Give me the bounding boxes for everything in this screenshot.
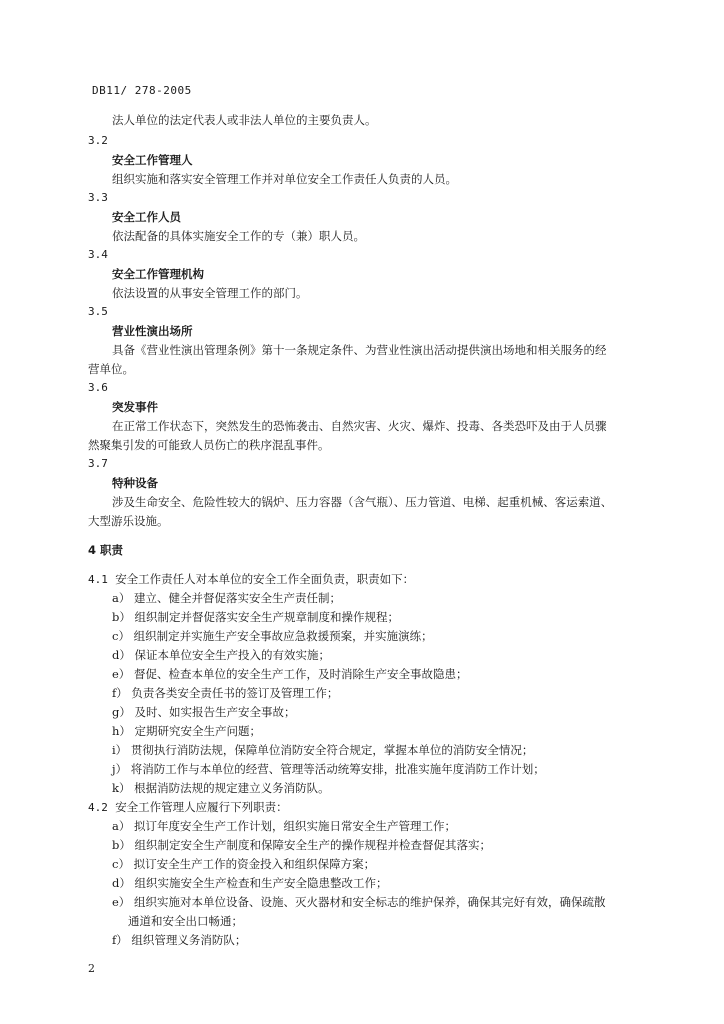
term-definition: 依法设置的从事安全管理工作的部门。 — [112, 286, 308, 300]
list-item: f） 组织管理义务消防队； — [112, 933, 247, 947]
term-definition: 涉及生命安全、危险性较大的锅炉、压力容器（含气瓶）、压力管道、电梯、起重机械、客运索道、 — [112, 495, 613, 509]
list-item: i） 贯彻执行消防法规，保障单位消防安全符合规定，掌握本单位的消防安全情况； — [112, 743, 534, 757]
term-definition: 在正常工作状态下，突然发生的恐怖袭击、自然灾害、火灾、爆炸、投毒、各类恐吓及由于人员骤 — [112, 419, 607, 433]
subsection-intro — [88, 799, 288, 816]
clause-number: 3.4 — [88, 248, 108, 261]
term-title: 安全工作管理机构 — [112, 267, 204, 281]
list-item: g） 及时、如实报告生产安全事故； — [112, 705, 296, 719]
list-item: c） 拟订安全生产工作的资金投入和组织保障方案； — [112, 857, 376, 871]
list-item: j） 将消防工作与本单位的经营、管理等活动统筹安排，批准实施年度消防工作计划； — [112, 762, 545, 776]
list-item: e） 组织实施对本单位设备、设施、灭火器材和安全标志的维护保养，确保其完好有效，确保疏散 — [112, 895, 606, 909]
clause-number: 3.2 — [88, 134, 108, 147]
subsection-number: 4.2 — [88, 801, 108, 814]
subsection-number: 4.1 — [88, 573, 108, 586]
subsection-text: 安全工作管理人应履行下列职责： — [115, 800, 288, 814]
clause-number: 3.3 — [88, 191, 108, 204]
clause-number: 3.6 — [88, 381, 108, 394]
clause-number: 3.7 — [88, 457, 108, 470]
term-definition: 大型游乐设施。 — [88, 514, 169, 528]
list-item-continuation: 通道和安全出口畅通； — [128, 914, 243, 928]
term-definition: 然聚集引发的可能致人员伤亡的秩序混乱事件。 — [88, 438, 330, 452]
term-title: 突发事件 — [112, 400, 158, 414]
term-definition: 营单位。 — [88, 362, 134, 376]
body-text: 法人单位的法定代表人或非法人单位的主要负责人。 — [112, 113, 377, 127]
list-item: a） 拟订年度安全生产工作计划，组织实施日常安全生产管理工作； — [112, 819, 457, 833]
term-title: 安全工作管理人 — [112, 153, 193, 167]
list-item: b） 组织制定并督促落实安全生产规章制度和操作规程； — [112, 610, 400, 624]
subsection-text: 安全工作责任人对本单位的安全工作全面负责，职责如下： — [115, 572, 415, 586]
term-definition: 依法配备的具体实施安全工作的专（兼）职人员。 — [112, 229, 365, 243]
standard-code: DB11/ 278-2005 — [92, 84, 192, 97]
list-item: e） 督促、检查本单位的安全生产工作，及时消除生产安全事故隐患； — [112, 667, 468, 681]
clause-number: 3.5 — [88, 305, 108, 318]
term-title: 营业性演出场所 — [112, 324, 193, 338]
term-definition: 具备《营业性演出管理条例》第十一条规定条件、为营业性演出活动提供演出场地和相关服务的经 — [112, 343, 607, 357]
list-item: d） 保证本单位安全生产投入的有效实施； — [112, 648, 331, 662]
section-heading: 4 职责 — [88, 543, 124, 557]
list-item: c） 组织制定并实施生产安全事故应急救援预案，并实施演练； — [112, 629, 433, 643]
list-item: d） 组织实施安全生产检查和生产安全隐患整改工作； — [112, 876, 388, 890]
subsection-intro — [88, 571, 414, 588]
term-title: 特种设备 — [112, 476, 158, 490]
term-title: 安全工作人员 — [112, 210, 181, 224]
page-number: 2 — [88, 962, 95, 975]
list-item: a） 建立、健全并督促落实安全生产责任制； — [112, 591, 342, 605]
list-item: k） 根据消防法规的规定建立义务消防队。 — [112, 781, 330, 795]
list-item: h） 定期研究安全生产问题； — [112, 724, 262, 738]
list-item: f） 负责各类安全责任书的签订及管理工作； — [112, 686, 339, 700]
term-definition: 组织实施和落实安全管理工作并对单位安全工作责任人负责的人员。 — [112, 172, 457, 186]
list-item: b） 组织制定安全生产制度和保障安全生产的操作规程并检查督促其落实； — [112, 838, 492, 852]
